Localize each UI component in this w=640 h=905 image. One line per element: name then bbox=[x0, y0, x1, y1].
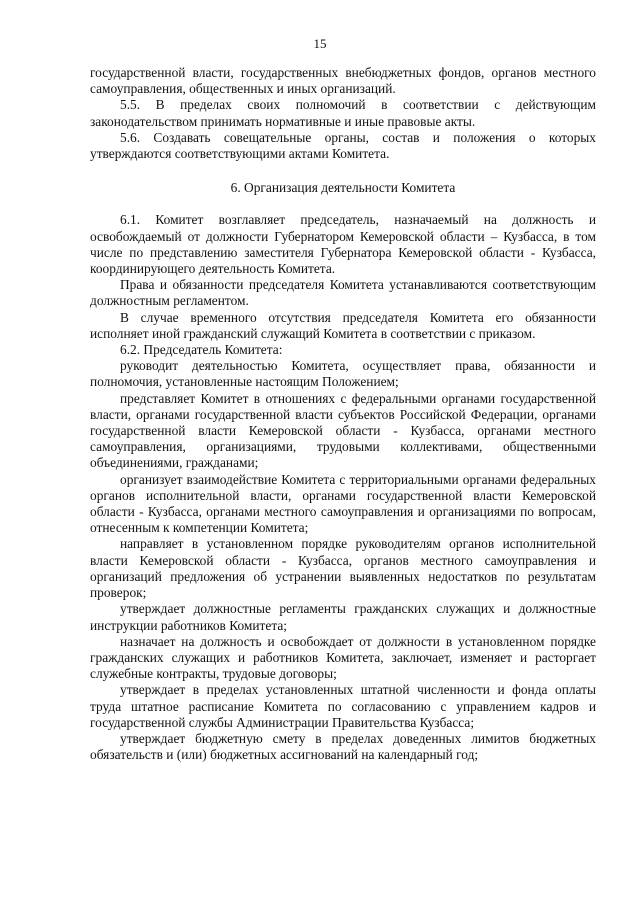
spacer bbox=[90, 196, 596, 212]
paragraph-6-1: 6.1. Комитет возглавляет председатель, назначаемый на должность и освобождаемый от должности Губернатором Кемеровской области – Кузбасса, в том числе по представлению заместителя Губернатора Кемеровской области - Кузбасса, координирующего деятельность Комитета. bbox=[90, 212, 596, 277]
paragraph-5-5: 5.5. В пределах своих полномочий в соответствии с действующим законодательством принимать нормативные и иные правовые акты. bbox=[90, 97, 596, 129]
section-heading: 6. Организация деятельности Комитета bbox=[230, 180, 456, 196]
paragraph-organizes: организует взаимодействие Комитета с территориальными органами федеральных органов исполнительной власти, органами государственной власти Кемеровской области - Кузбасса, органами местного самоуправления и организациями по вопросам, отнесенным к компетенции Комитета; bbox=[90, 471, 596, 536]
page-number: 15 bbox=[313, 36, 327, 51]
paragraph-continuation: государственной власти, государственных внебюджетных фондов, органов местного самоуправления, общественных и иных организаций. bbox=[90, 65, 596, 97]
spacer bbox=[90, 162, 596, 180]
paragraph-approves-staff: утверждает в пределах установленных штатной численности и фонда оплаты труда штатное расписание Комитета по согласованию с управлением кадров и государственной службы Администрации Правительства Кузбасса; bbox=[90, 682, 596, 730]
paragraph-sends: направляет в установленном порядке руководителям органов исполнительной власти Кемеровской области - Кузбасса, органов местного самоуправления и организаций предложения об устранении выявленных недостатков по результатам проверок; bbox=[90, 536, 596, 601]
paragraph-rights: Права и обязанности председателя Комитета устанавливаются соответствующим должностным регламентом. bbox=[90, 277, 596, 309]
paragraph-6-2: 6.2. Председатель Комитета: bbox=[120, 342, 283, 358]
paragraph-absence: В случае временного отсутствия председателя Комитета его обязанности исполняет иной гражданский служащий Комитета в соответствии с приказом. bbox=[90, 309, 596, 341]
paragraph-appoints: назначает на должность и освобождает от должности в установленном порядке гражданских служащих и работников Комитета, заключает, изменяет и расторгает служебные контракты, трудовые договоры; bbox=[90, 633, 596, 682]
paragraph-5-6: 5.6. Создавать совещательные органы, состав и положения о которых утверждаются соответствующими актами Комитета. bbox=[90, 129, 596, 162]
paragraph-approves-budget: утверждает бюджетную смету в пределах доведенных лимитов бюджетных обязательств и (или) бюджетных ассигнований на календарный год; bbox=[90, 730, 596, 763]
paragraph-leads: руководит деятельностью Комитета, осуществляет права, обязанности и полномочия, установленные настоящим Положением; bbox=[90, 358, 596, 390]
paragraph-approves-regulations: утверждает должностные регламенты гражданских служащих и должностные инструкции работников Комитета; bbox=[90, 601, 596, 633]
paragraph-represents: представляет Комитет в отношениях с федеральными органами государственной власти, органами государственной власти субъектов Российской Федерации, органами государственной власти Кемеровской области - Кузбасса, органами местного самоуправления, организациями, трудовыми коллективами, общественными объединениями, гражданами; bbox=[90, 390, 596, 471]
document-body bbox=[90, 65, 596, 763]
